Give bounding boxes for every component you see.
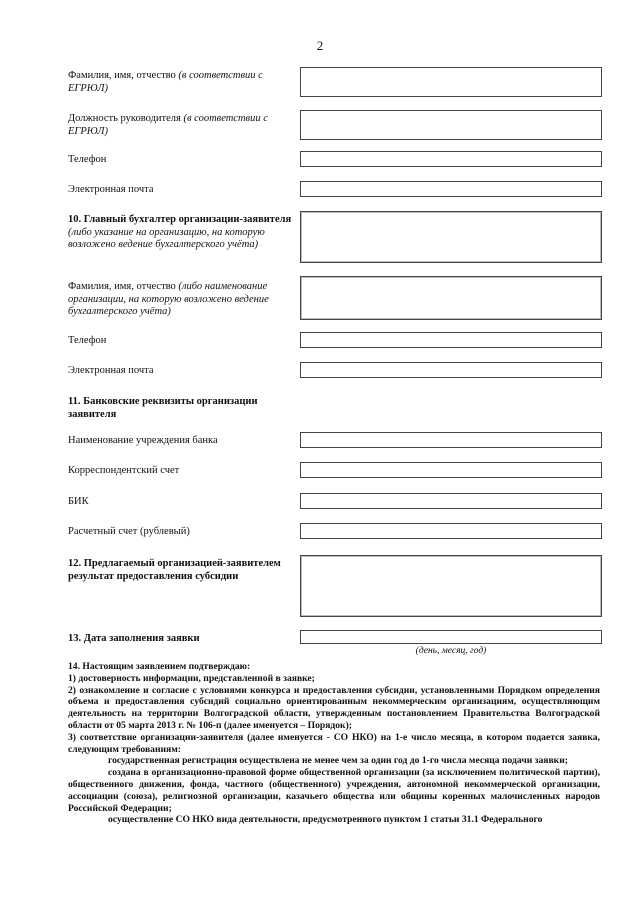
label-subsidy-result — [68, 558, 292, 583]
email-field-1[interactable] — [300, 181, 602, 197]
label-bank-name — [68, 435, 292, 448]
label-hint: (в соответствии с ЕГРЮЛ) — [68, 70, 263, 94]
label-text: 12. Предлагаемый организацией-заявителем результат предоставления субсидии — [68, 558, 281, 582]
declaration-item-3: 3) соответствие организации-заявителя (далее именуется - СО НКО) на 1-е число месяца, в котором подается заявка, следующим требованиям: — [68, 731, 600, 755]
phone-field-2[interactable] — [300, 332, 602, 348]
label-text: 13. Дата заполнения заявки — [68, 633, 200, 644]
label-application-date — [68, 633, 292, 646]
label-text: Фамилия, имя, отчество — [68, 281, 179, 292]
bank-name-field[interactable] — [300, 432, 602, 448]
application-date-field[interactable] — [300, 630, 602, 644]
label-text: Расчетный счет (рублевый) — [68, 526, 190, 537]
label-text: Корреспондентский счет — [68, 465, 180, 476]
requirement-activity: осуществление СО НКО вида деятельности, предусмотренного пунктом 1 статьи 31.1 Федерального — [108, 814, 543, 826]
requirement-legal-form: создана в организационно-правовой форме общественной организации (за исключением политической партии), общественного движения, фонда, частного (общественного) учреждения, автономной некоммерческой организации, ассоциации (союза), религиозной организации, казачьего общества или общины коренных малочисленных народов Российской Федерации; — [68, 767, 600, 814]
label-correspondent-account — [68, 465, 292, 478]
label-accountant-full-name — [68, 281, 292, 319]
page-number: 2 — [316, 38, 324, 53]
chief-accountant-field[interactable] — [300, 211, 602, 263]
settlement-account-field[interactable] — [300, 523, 602, 539]
section-bank-details-title: 11. Банковские реквизиты организации заявителя — [68, 396, 258, 420]
date-format-hint: (день, месяц, год) — [415, 646, 487, 656]
declaration-section — [68, 661, 600, 826]
subsidy-result-field[interactable] — [300, 555, 602, 617]
label-head-full-name — [68, 70, 292, 95]
label-text: Электронная почта — [68, 365, 154, 376]
declaration-heading: 14. Настоящим заявлением подтверждаю: — [68, 661, 251, 672]
label-head-position — [68, 113, 292, 138]
label-text: Должность руководителя — [68, 113, 184, 124]
label-chief-accountant — [68, 214, 292, 252]
label-text: Телефон — [68, 335, 107, 346]
accountant-full-name-field[interactable] — [300, 276, 602, 320]
email-field-2[interactable] — [300, 362, 602, 378]
label-hint: (либо наименование организации, на которую возложено ведение бухгалтерского учёта) — [68, 281, 269, 317]
label-email-1 — [68, 184, 292, 197]
label-hint: (либо указание на организацию, на которую возложено ведение бухгалтерского учёта) — [68, 226, 265, 250]
correspondent-account-field[interactable] — [300, 462, 602, 478]
label-phone-1 — [68, 154, 292, 167]
label-hint: (в соответствии с ЕГРЮЛ) — [68, 113, 268, 137]
bik-field[interactable] — [300, 493, 602, 509]
head-position-field[interactable] — [300, 110, 602, 140]
label-settlement-account — [68, 526, 292, 539]
label-text: Наименование учреждения банка — [68, 435, 218, 446]
label-text: Телефон — [68, 154, 107, 165]
label-text: БИК — [68, 496, 89, 507]
label-phone-2 — [68, 335, 292, 348]
phone-field-1[interactable] — [300, 151, 602, 167]
declaration-item-1: 1) достоверность информации, представленной в заявке; — [68, 672, 315, 684]
head-full-name-field[interactable] — [300, 67, 602, 97]
label-email-2 — [68, 365, 292, 378]
label-text: Электронная почта — [68, 184, 154, 195]
label-text: 10. Главный бухгалтер организации-заявителя — [68, 214, 292, 225]
declaration-item-2: 2) ознакомление и согласие с условиями конкурса и предоставления субсидии, установленными Порядком определения объема и предоставления субсидий социально ориентированным некоммерческим организациям, осуществляющим деятельность на территории Волгоградской области, утвержденным постановлением Правительства Волгоградской области от 05 марта 2013 г. № 106-п (далее именуется – Порядок); — [68, 684, 600, 731]
label-text: Фамилия, имя, отчество — [68, 70, 179, 81]
requirement-registration: государственная регистрация осуществлена не менее чем за один год до 1-го числа месяца подачи заявки; — [108, 755, 568, 767]
label-bik — [68, 496, 292, 509]
